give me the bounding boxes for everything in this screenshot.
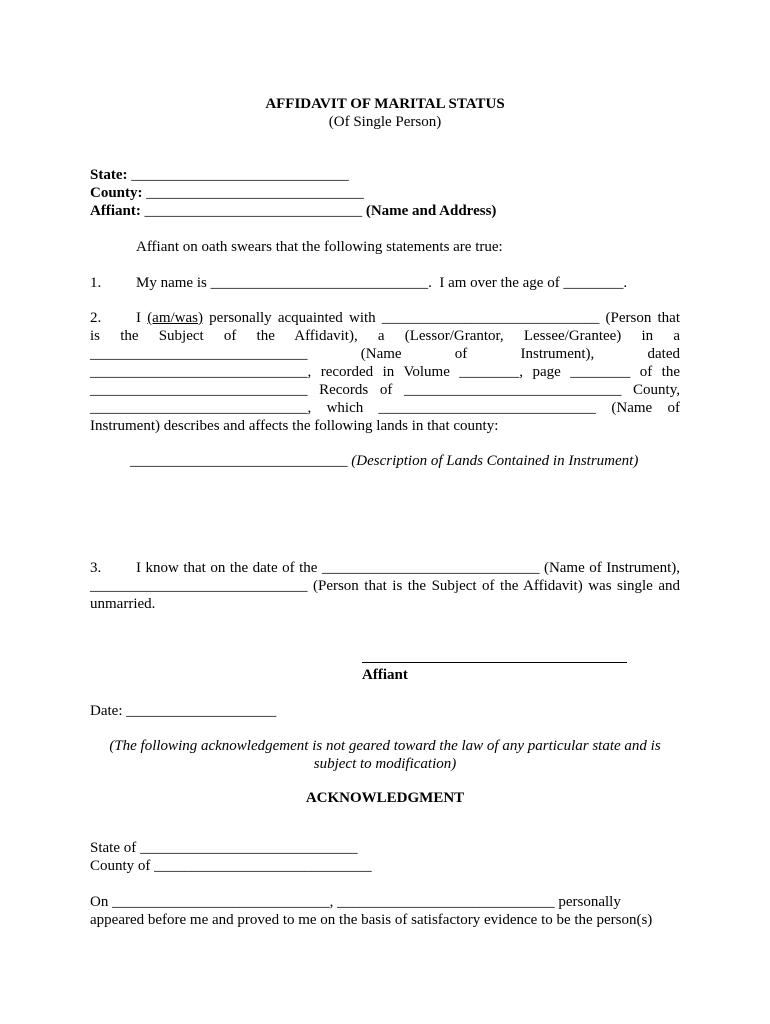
para2-line2: is the Subject of the Affidavit), a (Lessor/Grantor, Lessee/Grantee) in a — [90, 328, 680, 344]
para2-line1-post: personally acquainted with _____________________________ (Person that — [203, 310, 681, 326]
para2-line5: _____________________________ Records of _____________________________ County, — [90, 382, 680, 398]
ack-state-line: State of _____________________________ — [90, 840, 358, 856]
document-subtitle: (Of Single Person) — [328, 114, 442, 130]
affiant-label: Affiant: — [90, 203, 141, 219]
lands-blank: _____________________________ — [130, 453, 352, 469]
county-blank: _____________________________ — [142, 185, 364, 201]
state-field — [90, 166, 349, 184]
para2-number: 2. — [90, 310, 102, 326]
affiant-signature-line — [362, 662, 627, 663]
acknowledgment-heading: ACKNOWLEDGMENT — [305, 790, 465, 806]
para2-line4: _____________________________, recorded in Volume ________, page ________ of the — [90, 364, 680, 380]
affiant-blank: _____________________________ — [140, 203, 366, 219]
affiant-signature-label: Affiant — [362, 667, 408, 683]
para2-line1 — [136, 309, 680, 327]
para2-line3: _____________________________ (Name of Instrument), dated — [90, 346, 680, 362]
para2-line1-pre: I — [136, 310, 148, 326]
affiant-field — [90, 202, 496, 220]
lands-label: (Description of Lands Contained in Instrument) — [351, 453, 639, 469]
county-label: County: — [90, 185, 143, 201]
am-was-choice: (am/was) — [147, 310, 203, 326]
para3-number: 3. — [90, 560, 102, 576]
ack-line1: On _____________________________, _____________________________ personally — [90, 894, 621, 910]
disclaimer-line2: subject to modification) — [313, 756, 457, 772]
county-field — [90, 184, 364, 202]
state-blank: _____________________________ — [127, 167, 349, 183]
lands-description — [130, 452, 638, 470]
para2-line6: _____________________________, which _____________________________ (Name of — [90, 400, 680, 416]
ack-county-line: County of _____________________________ — [90, 858, 372, 874]
para1-text: My name is _____________________________. I am over the age of ________. — [136, 275, 628, 291]
state-label: State: — [90, 167, 128, 183]
para3-line2: _____________________________ (Person that is the Subject of the Affidavit) was single and — [90, 578, 680, 594]
affiant-suffix: (Name and Address) — [365, 203, 497, 219]
intro-statement: Affiant on oath swears that the following statements are true: — [136, 239, 503, 255]
para3-line3: unmarried. — [90, 596, 156, 612]
para2-line7: Instrument) describes and affects the following lands in that county: — [90, 418, 499, 434]
date-line: Date: ____________________ — [90, 703, 277, 719]
document-title: AFFIDAVIT OF MARITAL STATUS — [265, 96, 505, 112]
ack-line2: appeared before me and proved to me on the basis of satisfactory evidence to be the person(s) — [90, 912, 653, 928]
disclaimer-line1: (The following acknowledgement is not geared toward the law of any particular state and is — [109, 738, 661, 754]
para3-line1: I know that on the date of the _____________________________ (Name of Instrument), — [136, 560, 680, 576]
para1-number: 1. — [90, 275, 102, 291]
